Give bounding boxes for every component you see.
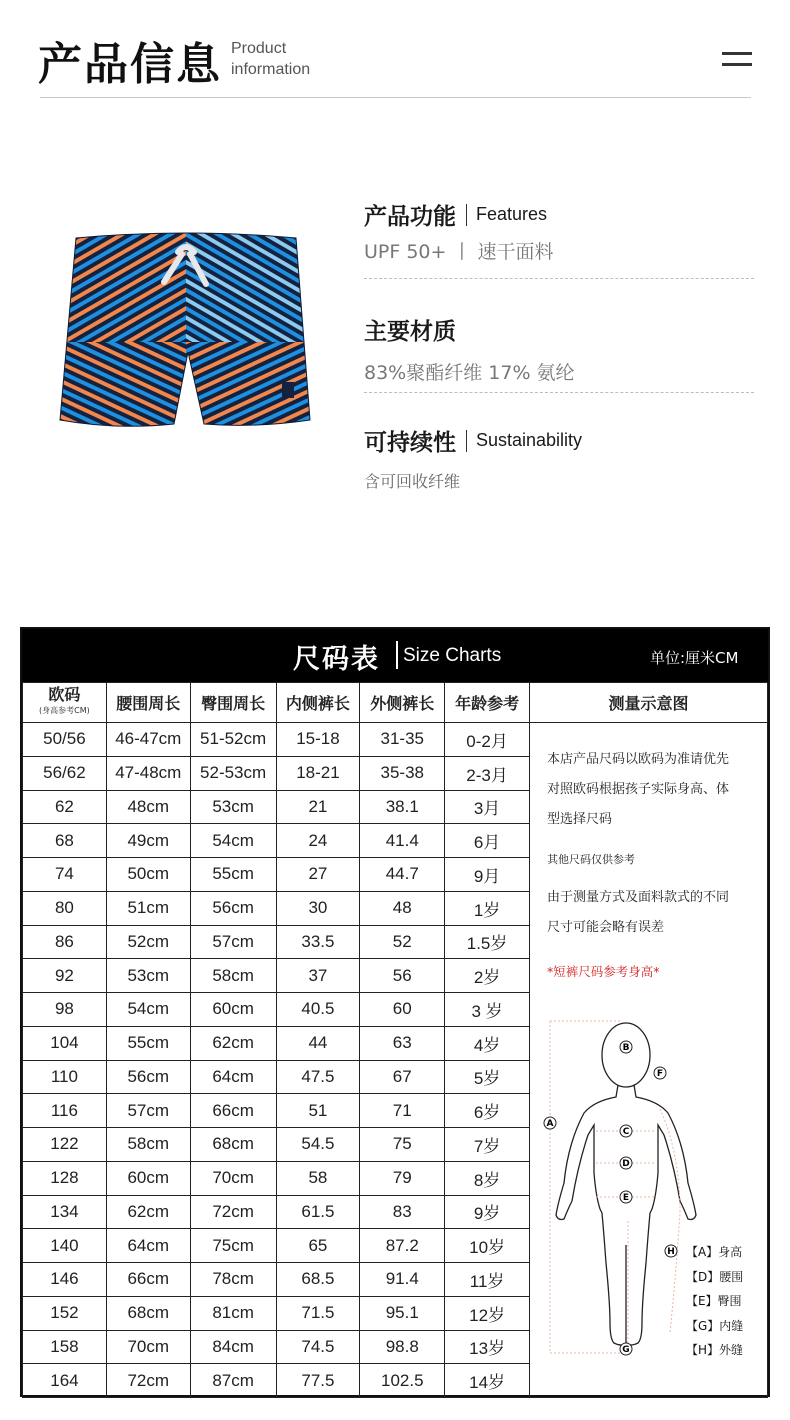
header-divider (40, 97, 751, 98)
page-title: 产品信息 (38, 39, 222, 90)
table-cell: 60 (360, 993, 445, 1027)
menu-icon[interactable] (722, 52, 752, 70)
table-cell: 64cm (190, 1060, 276, 1094)
table-cell: 83 (360, 1195, 445, 1229)
table-cell: 77.5 (276, 1364, 360, 1398)
table-cell: 31-35 (360, 723, 445, 757)
table-cell: 50/56 (23, 723, 107, 757)
col-header-inseam: 内侧裤长 (276, 683, 360, 723)
note-line5: 由于测量方式及面料款式的不同 (546, 890, 729, 905)
legend-d: 【D】腰围 (685, 1270, 744, 1284)
measurement-panel (530, 723, 766, 1397)
table-cell: 51 (276, 1094, 360, 1128)
table-cell: 58cm (190, 959, 276, 993)
note-line1: 本店产品尺码以欧码为准请优先 (546, 752, 729, 767)
table-cell: 56cm (106, 1060, 190, 1094)
table-cell: 57cm (106, 1094, 190, 1128)
table-cell: 4岁 (445, 1026, 530, 1060)
col-header-hip: 臀围周长 (190, 683, 276, 723)
table-cell: 64cm (106, 1229, 190, 1263)
table-cell: 98.8 (360, 1330, 445, 1364)
marker-f (654, 1067, 666, 1079)
note-height-reference: *短裤尺码参考身高* (546, 964, 660, 979)
table-cell: 84cm (190, 1330, 276, 1364)
sustainability-title-en: Sustainability (476, 430, 583, 450)
size-chart-title-en: Size Charts (403, 645, 502, 666)
swim-shorts-image (56, 232, 316, 452)
table-cell: 146 (23, 1263, 107, 1297)
legend-e: 【E】臀围 (685, 1294, 742, 1308)
size-chart-unit: 单位:厘米CM (650, 649, 739, 667)
table-cell: 55cm (190, 858, 276, 892)
table-cell: 53cm (106, 959, 190, 993)
table-cell: 140 (23, 1229, 107, 1263)
table-cell: 21 (276, 790, 360, 824)
table-cell: 14岁 (445, 1364, 530, 1398)
table-cell: 74.5 (276, 1330, 360, 1364)
svg-text:F: F (656, 1069, 664, 1079)
svg-text:H: H (667, 1247, 675, 1257)
table-cell: 1.5岁 (445, 925, 530, 959)
table-cell: 9月 (445, 858, 530, 892)
size-chart (20, 627, 770, 1397)
sustainability-title: 可持续性 (364, 430, 456, 456)
table-cell: 3 岁 (445, 993, 530, 1027)
table-cell: 164 (23, 1364, 107, 1398)
marker-a (544, 1117, 556, 1129)
legend-a: 【A】身高 (685, 1245, 743, 1259)
note-line2: 对照欧码根据孩子实际身高、体 (546, 782, 729, 797)
table-cell: 87.2 (360, 1229, 445, 1263)
table-cell: 102.5 (360, 1364, 445, 1398)
table-header-row (23, 683, 768, 723)
col-header-eu-size: 欧码 (身高参考CM) (23, 683, 107, 723)
table-cell: 38.1 (360, 790, 445, 824)
table-cell: 6月 (445, 824, 530, 858)
page-subtitle (231, 38, 310, 80)
page-subtitle-line2: information (231, 61, 311, 78)
table-cell: 79 (360, 1161, 445, 1195)
table-cell: 56cm (190, 891, 276, 925)
table-cell: 44 (276, 1026, 360, 1060)
table-cell: 86 (23, 925, 107, 959)
table-cell: 60cm (190, 993, 276, 1027)
table-cell: 68 (23, 824, 107, 858)
table-cell: 44.7 (360, 858, 445, 892)
table-cell: 47-48cm (106, 756, 190, 790)
table-cell: 5岁 (445, 1060, 530, 1094)
table-cell: 40.5 (276, 993, 360, 1027)
table-cell: 158 (23, 1330, 107, 1364)
table-cell: 58 (276, 1161, 360, 1195)
material-block (364, 313, 754, 385)
table-row (23, 723, 768, 757)
table-cell: 61.5 (276, 1195, 360, 1229)
table-cell: 98 (23, 993, 107, 1027)
page-subtitle-line1: Product (231, 40, 287, 57)
table-cell: 41.4 (360, 824, 445, 858)
table-cell: 70cm (106, 1330, 190, 1364)
table-cell: 51cm (106, 891, 190, 925)
table-cell: 68cm (190, 1128, 276, 1162)
size-chart-title: 尺码表 (293, 644, 380, 675)
table-cell: 110 (23, 1060, 107, 1094)
size-chart-header (22, 629, 768, 682)
table-cell: 53cm (190, 790, 276, 824)
table-cell: 10岁 (445, 1229, 530, 1263)
table-cell: 48 (360, 891, 445, 925)
table-cell: 62 (23, 790, 107, 824)
table-cell: 54.5 (276, 1128, 360, 1162)
table-cell: 72cm (190, 1195, 276, 1229)
table-cell: 60cm (106, 1161, 190, 1195)
material-title: 主要材质 (364, 319, 456, 345)
features-block (364, 198, 754, 264)
table-cell: 48cm (106, 790, 190, 824)
table-cell: 11岁 (445, 1263, 530, 1297)
table-cell: 52-53cm (190, 756, 276, 790)
marker-d (620, 1157, 632, 1169)
table-cell: 6岁 (445, 1094, 530, 1128)
table-cell: 3月 (445, 790, 530, 824)
table-cell: 80 (23, 891, 107, 925)
measurement-cell (529, 723, 767, 1398)
sustainability-value: 含可回收纤维 (364, 472, 461, 491)
svg-text:A: A (546, 1119, 554, 1129)
marker-e (620, 1191, 632, 1203)
table-cell: 78cm (190, 1263, 276, 1297)
table-cell: 1岁 (445, 891, 530, 925)
marker-c (620, 1125, 632, 1137)
table-cell: 68.5 (276, 1263, 360, 1297)
table-cell: 51-52cm (190, 723, 276, 757)
svg-text:C: C (622, 1127, 630, 1137)
table-cell: 37 (276, 959, 360, 993)
marker-h (665, 1245, 677, 1257)
table-cell: 72cm (106, 1364, 190, 1398)
table-cell: 63 (360, 1026, 445, 1060)
table-cell: 54cm (190, 824, 276, 858)
features-value: UPF 50+ 丨 速干面料 (364, 241, 554, 263)
material-value: 83%聚酯纤维 17% 氨纶 (364, 362, 575, 384)
table-cell: 2岁 (445, 959, 530, 993)
col-header-waist: 腰围周长 (106, 683, 190, 723)
table-cell: 62cm (106, 1195, 190, 1229)
table-cell: 92 (23, 959, 107, 993)
size-table (22, 682, 768, 1398)
table-cell: 33.5 (276, 925, 360, 959)
table-cell: 56/62 (23, 756, 107, 790)
table-cell: 54cm (106, 993, 190, 1027)
table-cell: 35-38 (360, 756, 445, 790)
table-cell: 95.1 (360, 1296, 445, 1330)
table-cell: 81cm (190, 1296, 276, 1330)
table-cell: 75cm (190, 1229, 276, 1263)
table-cell: 58cm (106, 1128, 190, 1162)
svg-text:G: G (622, 1345, 630, 1355)
table-cell: 66cm (190, 1094, 276, 1128)
table-cell: 57cm (190, 925, 276, 959)
table-cell: 27 (276, 858, 360, 892)
table-cell: 152 (23, 1296, 107, 1330)
table-cell: 24 (276, 824, 360, 858)
table-cell: 46-47cm (106, 723, 190, 757)
table-cell: 15-18 (276, 723, 360, 757)
table-cell: 67 (360, 1060, 445, 1094)
table-cell: 2-3月 (445, 756, 530, 790)
table-cell: 9岁 (445, 1195, 530, 1229)
table-cell: 71 (360, 1094, 445, 1128)
table-cell: 65 (276, 1229, 360, 1263)
table-cell: 12岁 (445, 1296, 530, 1330)
table-cell: 50cm (106, 858, 190, 892)
table-cell: 30 (276, 891, 360, 925)
table-cell: 104 (23, 1026, 107, 1060)
table-cell: 18-21 (276, 756, 360, 790)
table-cell: 87cm (190, 1364, 276, 1398)
table-cell: 47.5 (276, 1060, 360, 1094)
sustainability-block (364, 424, 754, 492)
note-line3: 型选择尺码 (546, 812, 612, 827)
table-cell: 134 (23, 1195, 107, 1229)
svg-text:E: E (622, 1193, 630, 1203)
table-cell: 52 (360, 925, 445, 959)
table-cell: 75 (360, 1128, 445, 1162)
note-line4: 其他尺码仅供参考 (546, 853, 635, 866)
table-cell: 91.4 (360, 1263, 445, 1297)
table-cell: 8岁 (445, 1161, 530, 1195)
col-header-age: 年龄参考 (445, 683, 530, 723)
table-cell: 7岁 (445, 1128, 530, 1162)
table-cell: 62cm (190, 1026, 276, 1060)
marker-g (620, 1343, 632, 1355)
table-cell: 116 (23, 1094, 107, 1128)
table-cell: 122 (23, 1128, 107, 1162)
divider (364, 392, 754, 393)
table-cell: 56 (360, 959, 445, 993)
table-cell: 68cm (106, 1296, 190, 1330)
divider (364, 278, 754, 279)
svg-text:B: B (622, 1043, 630, 1053)
table-cell: 49cm (106, 824, 190, 858)
legend-h: 【H】外缝 (685, 1343, 743, 1357)
table-cell: 128 (23, 1161, 107, 1195)
features-title-en: Features (476, 204, 548, 224)
note-line6: 尺寸可能会略有误差 (546, 920, 664, 935)
marker-b (620, 1041, 632, 1053)
col-header-diagram: 测量示意图 (529, 683, 767, 723)
svg-text:D: D (622, 1159, 630, 1169)
table-cell: 71.5 (276, 1296, 360, 1330)
table-cell: 55cm (106, 1026, 190, 1060)
features-title: 产品功能 (364, 204, 456, 230)
col-header-outseam: 外侧裤长 (360, 683, 445, 723)
legend-g: 【G】内缝 (685, 1319, 744, 1333)
table-cell: 0-2月 (445, 723, 530, 757)
table-cell: 52cm (106, 925, 190, 959)
table-cell: 74 (23, 858, 107, 892)
table-cell: 13岁 (445, 1330, 530, 1364)
table-cell: 70cm (190, 1161, 276, 1195)
table-cell: 66cm (106, 1263, 190, 1297)
